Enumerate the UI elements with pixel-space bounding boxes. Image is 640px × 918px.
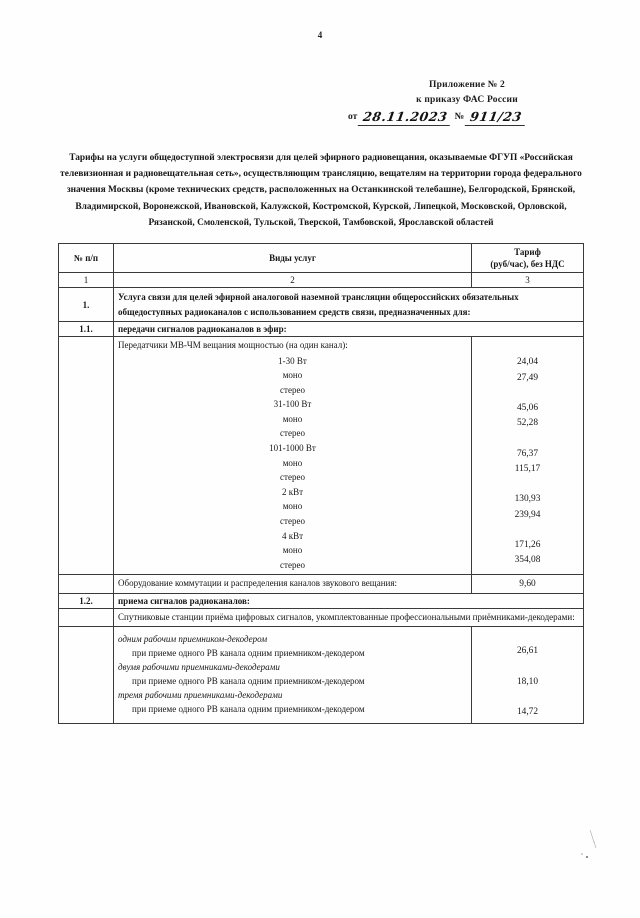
transmitters-index-cell — [59, 337, 114, 575]
transmitter-mono-label: моно — [282, 501, 303, 512]
transmitter-power-label: 31-100 Вт — [273, 399, 312, 410]
appendix-order-reference: к приказу ФАС России — [416, 94, 518, 105]
order-date-handwritten: 28.11.2023 — [358, 110, 453, 126]
section-1-index: 1. — [59, 288, 114, 322]
transmitter-power-label: 101-1000 Вт — [269, 443, 316, 454]
order-from-label: от — [348, 112, 358, 123]
table-header-row — [59, 244, 584, 273]
appendix-title: Приложение № 2 — [429, 80, 505, 90]
section-1-2-index: 1.2. — [59, 593, 114, 608]
transmitter-mono-value: 76,37 — [516, 448, 539, 459]
section-1-2-text: приема сигналов радиоканалов: — [114, 593, 584, 608]
transmitters-description — [114, 337, 472, 575]
table-row-section-1 — [59, 288, 584, 322]
header-tariff — [472, 244, 584, 273]
table-row-satellite-stations — [59, 608, 584, 627]
switching-value: 9,60 — [472, 575, 584, 594]
receiver-config-label: одним рабочим приемником-декодером — [118, 634, 268, 645]
transmitter-stereo-value: 115,17 — [514, 463, 541, 474]
order-number-handwritten: 911/23 — [465, 110, 527, 126]
transmitter-mono-value: 171,26 — [514, 540, 541, 551]
receiver-config-label: двумя рабочими приемниками-декодерами — [118, 662, 280, 672]
receiver-config-label: тремя рабочими приемниками-декодерами — [118, 689, 283, 700]
transmitter-mono-label: моно — [282, 370, 303, 381]
transmitter-power-label: 1-30 Вт — [278, 355, 307, 366]
column-number-3: 3 — [472, 273, 584, 288]
satellite-index-cell — [59, 608, 114, 627]
section-1-1-text: передачи сигналов радиоканалов в эфир: — [114, 322, 584, 337]
section-1-text: Услуга связи для целей эфирной аналоговой наземной трансляции общероссийских обязательных общедоступных радиоканалов с использованием средств связи, предназначенных для: — [114, 288, 584, 322]
receiver-detail-label: при приеме одного РВ канала одним приемником-декодером — [132, 703, 365, 714]
switching-index-cell — [59, 575, 114, 594]
transmitter-mono-label: моно — [282, 457, 303, 468]
transmitter-stereo-label: стерео — [280, 515, 305, 526]
transmitter-stereo-label: стерео — [280, 428, 305, 439]
header-services: Виды услуг — [114, 244, 472, 273]
transmitter-mono-value: 45,06 — [516, 403, 539, 413]
receiver-detail-label: при приеме одного РВ канала одним приемником-декодером — [132, 675, 365, 686]
transmitter-mono-label: моно — [282, 545, 303, 556]
table-row-section-1-2 — [59, 593, 584, 608]
receivers-values — [472, 627, 584, 723]
transmitter-power-label: 2 кВт — [281, 486, 304, 497]
order-number-sign: № — [454, 112, 465, 123]
receiver-value: 14,72 — [516, 707, 539, 718]
tariff-table-container — [58, 243, 583, 724]
order-date-line — [342, 110, 592, 126]
table-column-number-row — [59, 273, 584, 288]
receivers-index-cell — [59, 627, 114, 723]
transmitter-stereo-value: 52,28 — [516, 418, 539, 429]
satellite-description: Спутниковые станции приёма цифровых сигналов, укомплектованные профессиональными приёмниками-декодерами: — [114, 608, 584, 627]
transmitter-stereo-value: 27,49 — [516, 372, 539, 383]
document-title: Тарифы на услуги общедоступной электросвязи для целей эфирного радиовещания, оказываемые ФГУП «Российская телевизионная и радиовещательная сеть», осуществляющим трансляцию, вещателям на территории города федерального значения Москвы (кроме технических средств, расположенных на Останкинской телебашне), Белгородской, Брянской, Владимирской, Воронежской, Ивановской, Калужской, Костромской, Курской, Липецкой, Московской, Орловской, Рязанской, Смоленской, Тульской, Тверской, Тамбовской, Ярославской областей — [60, 153, 582, 228]
transmitters-intro: Передатчики МВ-ЧМ вещания мощностью (на один канал): — [118, 340, 348, 351]
transmitter-stereo-value: 239,94 — [514, 509, 541, 520]
switching-description: Оборудование коммутации и распределения каналов звукового вещания: — [114, 575, 472, 594]
table-row-transmitters — [59, 337, 584, 575]
receiver-detail-label: при приеме одного РВ канала одним приемником-декодером — [132, 648, 365, 659]
transmitter-stereo-label: стерео — [280, 384, 305, 395]
transmitters-values — [472, 337, 584, 575]
transmitter-mono-label: моно — [282, 413, 303, 424]
table-row-switching-equipment — [59, 575, 584, 594]
transmitter-mono-value: 130,93 — [514, 494, 541, 505]
transmitters-power-list — [118, 354, 467, 573]
section-1-1-index: 1.1. — [59, 322, 114, 337]
receiver-value: 26,61 — [516, 646, 539, 657]
transmitter-stereo-label: стерео — [280, 559, 305, 570]
transmitter-mono-value: 24,04 — [516, 357, 539, 368]
table-row-receivers — [59, 627, 584, 723]
header-tariff-line1: Тариф — [514, 247, 541, 257]
tariff-table — [58, 243, 584, 724]
table-row-section-1-1 — [59, 322, 584, 337]
receiver-value: 18,10 — [516, 676, 539, 687]
appendix-block — [342, 78, 592, 126]
page-number: 4 — [317, 30, 323, 40]
column-number-2: 2 — [114, 273, 472, 288]
scan-speckle — [570, 826, 604, 866]
header-tariff-line2: (руб/час), без НДС — [490, 259, 565, 270]
transmitter-stereo-label: стерео — [280, 472, 305, 483]
receivers-description — [114, 627, 472, 723]
transmitter-stereo-value: 354,08 — [514, 555, 541, 566]
column-number-1: 1 — [59, 273, 114, 288]
header-number: № п/п — [59, 244, 114, 273]
transmitter-power-label: 4 кВт — [281, 530, 304, 541]
